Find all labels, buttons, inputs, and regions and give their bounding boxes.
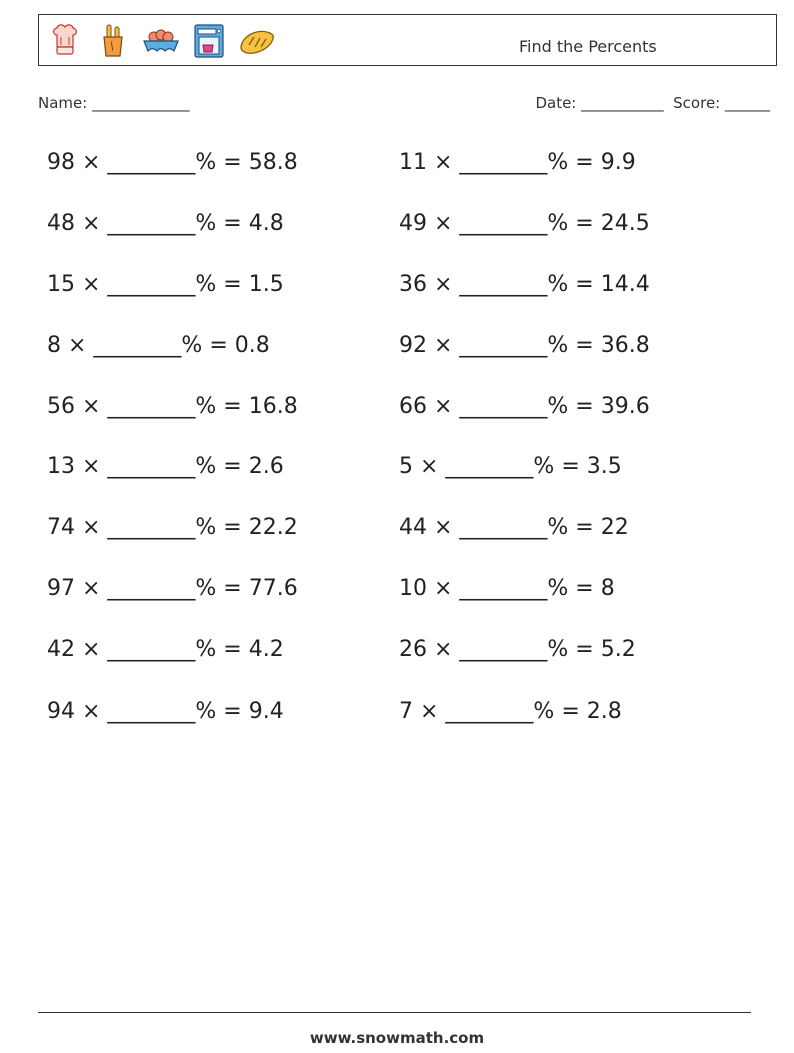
problem-6-left: 13 × ________% = 2.6 xyxy=(47,454,284,479)
problem-9-right: 26 × ________% = 5.2 xyxy=(399,637,636,662)
footer-website: www.snowmath.com xyxy=(309,1029,485,1047)
problem-2-right: 49 × ________% = 24.5 xyxy=(399,211,650,236)
problem-1-right: 11 × ________% = 9.9 xyxy=(399,150,636,175)
problem-10-left: 94 × ________% = 9.4 xyxy=(47,699,284,724)
problem-4-right: 92 × ________% = 36.8 xyxy=(399,333,650,358)
problem-5-left: 56 × ________% = 16.8 xyxy=(47,394,298,419)
problem-6-right: 5 × ________% = 3.5 xyxy=(399,454,622,479)
problem-5-right: 66 × ________% = 39.6 xyxy=(399,394,650,419)
date-score-field: Date: ___________ Score: ______ xyxy=(535,94,770,112)
problem-1-left: 98 × ________% = 58.8 xyxy=(47,150,298,175)
problem-10-right: 7 × ________% = 2.8 xyxy=(399,699,622,724)
problem-2-left: 48 × ________% = 4.8 xyxy=(47,211,284,236)
problem-3-right: 36 × ________% = 14.4 xyxy=(399,272,650,297)
problem-9-left: 42 × ________% = 4.2 xyxy=(47,637,284,662)
problem-8-left: 97 × ________% = 77.6 xyxy=(47,576,298,601)
footer-divider xyxy=(38,1012,751,1013)
problem-7-right: 44 × ________% = 22 xyxy=(399,515,629,540)
problem-7-left: 74 × ________% = 22.2 xyxy=(47,515,298,540)
problem-3-left: 15 × ________% = 1.5 xyxy=(47,272,284,297)
problem-4-left: 8 × ________% = 0.8 xyxy=(47,333,270,358)
problem-8-right: 10 × ________% = 8 xyxy=(399,576,615,601)
name-field: Name: _____________ xyxy=(38,94,190,112)
worksheet-title: Find the Percents xyxy=(519,37,657,56)
